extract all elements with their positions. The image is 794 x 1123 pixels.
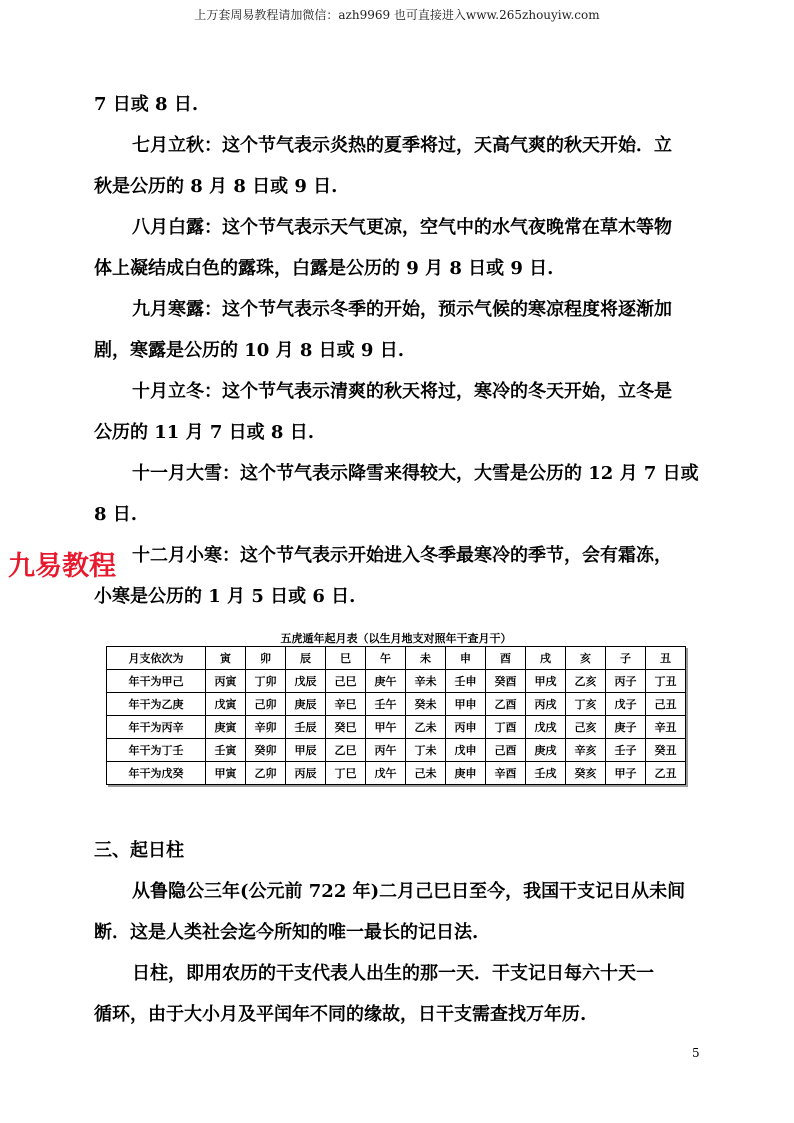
- table-cell: 乙未: [406, 716, 446, 739]
- table-cell: 年干为丙辛: [107, 716, 206, 739]
- table-cell: 丙午: [366, 739, 406, 762]
- table-cell: 甲子: [606, 762, 646, 785]
- table-cell: 庚辰: [286, 693, 326, 716]
- month-pillar-table: [106, 646, 686, 785]
- text-line: 断．这是人类社会迄今所知的唯一最长的记日法.: [94, 922, 479, 943]
- table-cell: 丙辰: [286, 762, 326, 785]
- text-line: 剧，寒露是公历的 10 月 8 日或 9 日.: [94, 340, 404, 361]
- table-cell: 乙卯: [246, 762, 286, 785]
- table-cell: 癸亥: [566, 762, 606, 785]
- table-cell: 庚午: [366, 670, 406, 693]
- table-row: [107, 670, 686, 693]
- table-cell: 癸未: [406, 693, 446, 716]
- text-line: 九月寒露：这个节气表示冬季的开始，预示气候的寒凉程度将逐渐加: [132, 299, 672, 320]
- text-line: 从鲁隐公三年(公元前 722 年)二月己巳日至今，我国干支记日从未间: [132, 881, 686, 902]
- table-row: [107, 716, 686, 739]
- table-cell: 年干为戊癸: [107, 762, 206, 785]
- text-line: 十二月小寒：这个节气表示开始进入冬季最寒冷的季节，会有霜冻，: [132, 545, 672, 566]
- table-cell: 乙亥: [566, 670, 606, 693]
- text-line: 体上凝结成白色的露珠，白露是公历的 9 月 8 日或 9 日.: [94, 258, 554, 279]
- table-cell: 乙丑: [646, 762, 686, 785]
- table-cell: 壬子: [606, 739, 646, 762]
- text-line: 十月立冬：这个节气表示清爽的秋天将过，寒冷的冬天开始，立冬是: [132, 381, 672, 402]
- table-cell: 甲午: [366, 716, 406, 739]
- body-text-bottom: [94, 830, 704, 1035]
- table-cell: 戊寅: [206, 693, 246, 716]
- table-cell: 庚申: [446, 762, 486, 785]
- table-cell: 壬寅: [206, 739, 246, 762]
- table-cell: 年干为乙庚: [107, 693, 206, 716]
- table-cell: 丙子: [606, 670, 646, 693]
- table-cell: 辛亥: [566, 739, 606, 762]
- table-cell: 癸丑: [646, 739, 686, 762]
- table-cell: 己卯: [246, 693, 286, 716]
- text-line: 公历的 11 月 7 日或 8 日.: [94, 422, 314, 443]
- table-cell: 辛未: [406, 670, 446, 693]
- table-header-cell: 寅: [206, 647, 246, 670]
- text-line: 小寒是公历的 1 月 5 日或 6 日.: [94, 586, 356, 607]
- table-title: 五虎遁年起月表（以生月地支对照年干查月干）: [280, 632, 512, 645]
- table-cell: 戊申: [446, 739, 486, 762]
- text-line: 循环，由于大小月及平闰年不同的缘故，日干支需查找万年历.: [94, 1004, 587, 1025]
- text-line: 七月立秋：这个节气表示炎热的夏季将过，天高气爽的秋天开始．立: [132, 135, 672, 156]
- table-cell: 丁酉: [486, 716, 526, 739]
- table-header-cell: 亥: [566, 647, 606, 670]
- page-header: 上万套周易教程请加微信：azh9969 也可直接进入www.265zhouyiw.com: [194, 8, 600, 22]
- table-header-cell: 酉: [486, 647, 526, 670]
- table-cell: 年干为甲己: [107, 670, 206, 693]
- table-header-cell: 子: [606, 647, 646, 670]
- table-cell: 壬申: [446, 670, 486, 693]
- text-line: 日柱，即用农历的干支代表人出生的那一天．干支记日每六十天一: [132, 963, 654, 984]
- text-line: 十一月大雪：这个节气表示降雪来得较大，大雪是公历的 12 月 7 日或: [132, 463, 699, 484]
- table-cell: 丙寅: [206, 670, 246, 693]
- table-header-cell: 月支依次为: [107, 647, 206, 670]
- table-cell: 丙申: [446, 716, 486, 739]
- table-cell: 丁未: [406, 739, 446, 762]
- page-number: 5: [692, 1046, 700, 1060]
- table-cell: 戊子: [606, 693, 646, 716]
- table-cell: 己亥: [566, 716, 606, 739]
- table-cell: 丁亥: [566, 693, 606, 716]
- table-cell: 庚子: [606, 716, 646, 739]
- table-cell: 甲申: [446, 693, 486, 716]
- table-cell: 丙戌: [526, 693, 566, 716]
- table-cell: 丁巳: [326, 762, 366, 785]
- table-cell: 甲辰: [286, 739, 326, 762]
- table-cell: 壬辰: [286, 716, 326, 739]
- table-cell: 辛丑: [646, 716, 686, 739]
- table-cell: 年干为丁壬: [107, 739, 206, 762]
- table-cell: 癸酉: [486, 670, 526, 693]
- table-cell: 辛酉: [486, 762, 526, 785]
- table-cell: 戊戌: [526, 716, 566, 739]
- body-text-top: [94, 84, 704, 617]
- table-cell: 壬戌: [526, 762, 566, 785]
- table-cell: 辛卯: [246, 716, 286, 739]
- table-header-row: [107, 647, 686, 670]
- table-cell: 癸巳: [326, 716, 366, 739]
- text-line: 秋是公历的 8 月 8 日或 9 日.: [94, 176, 338, 197]
- table-row: [107, 762, 686, 785]
- watermark-logo: 九易教程: [8, 551, 116, 582]
- table-cell: 辛巳: [326, 693, 366, 716]
- section-heading: 三、起日柱: [94, 840, 184, 861]
- table-cell: 乙巳: [326, 739, 366, 762]
- text-line: 八月白露：这个节气表示天气更凉，空气中的水气夜晚常在草木等物: [132, 217, 672, 238]
- table-cell: 庚寅: [206, 716, 246, 739]
- table-cell: 己巳: [326, 670, 366, 693]
- table-header-cell: 辰: [286, 647, 326, 670]
- table-row: [107, 693, 686, 716]
- table-cell: 丁卯: [246, 670, 286, 693]
- table-header-cell: 戌: [526, 647, 566, 670]
- table-cell: 庚戌: [526, 739, 566, 762]
- text-line: 7 日或 8 日.: [94, 94, 199, 115]
- table-cell: 丁丑: [646, 670, 686, 693]
- text-line: 8 日.: [94, 504, 138, 525]
- table-header-cell: 未: [406, 647, 446, 670]
- table-cell: 甲寅: [206, 762, 246, 785]
- table-cell: 己酉: [486, 739, 526, 762]
- table-cell: 壬午: [366, 693, 406, 716]
- table-cell: 甲戌: [526, 670, 566, 693]
- table-row: [107, 739, 686, 762]
- table-cell: 戊午: [366, 762, 406, 785]
- table-header-cell: 巳: [326, 647, 366, 670]
- table-cell: 癸卯: [246, 739, 286, 762]
- table-cell: 己未: [406, 762, 446, 785]
- table-header-cell: 丑: [646, 647, 686, 670]
- table-cell: 戊辰: [286, 670, 326, 693]
- table-header-cell: 午: [366, 647, 406, 670]
- table-cell: 乙酉: [486, 693, 526, 716]
- table-header-cell: 卯: [246, 647, 286, 670]
- table-header-cell: 申: [446, 647, 486, 670]
- table-cell: 己丑: [646, 693, 686, 716]
